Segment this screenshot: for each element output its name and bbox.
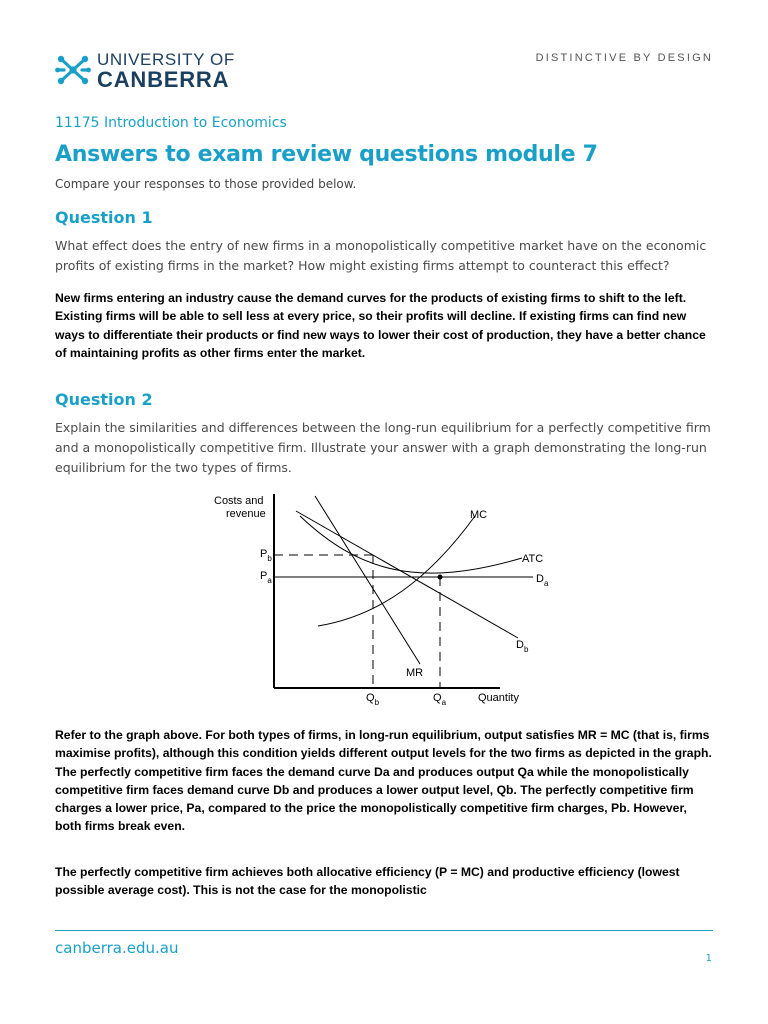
page-title: Answers to exam review questions module 7 — [55, 142, 598, 167]
footer-divider — [55, 930, 713, 931]
question-2-answer: Refer to the graph above. For both types of firms, in long-run equilibrium, output satisfies MR = MC (that is, firms maximise profits), although this condition yields different output levels for the two firms as depicted in the graph. The perfectly competitive firm faces the demand curve Da and produces output Qa while the monopolistically competitive firm faces demand curve Db and produces a lower output level, Qb. The perfectly competitive firm charges a lower price, Pa, compared to the price the monopolistically competitive firm charges, Pb. However, both firms break even. — [55, 728, 712, 834]
question-1-text: What effect does the entry of new firms in a monopolistically competitive market have on the economic profits of existing firms in the market? How might existing firms attempt to counteract this effect? — [55, 238, 707, 273]
db-label: $D_b$ — [516, 639, 529, 654]
question-1-heading: Question 1 — [55, 208, 153, 227]
pb-label: $P_b$ — [260, 548, 272, 563]
mr-label: MR — [406, 667, 424, 679]
footer-url[interactable]: canberra.edu.au — [55, 939, 179, 957]
canberra-logo-icon — [55, 53, 91, 87]
qb-label: $Q_b$ — [366, 692, 380, 707]
logo-text-line1: UNIVERSITY OF — [97, 50, 235, 69]
mr-curve — [315, 496, 420, 664]
course-name: 11175 Introduction to Economics — [55, 115, 287, 131]
qa-label: $Q_a$ — [433, 692, 447, 707]
y-axis-label-line2: revenue — [226, 508, 266, 520]
page-number: 1 — [705, 953, 712, 964]
university-logo — [55, 48, 255, 92]
equilibrium-point — [438, 575, 443, 580]
x-axis-label: Quantity — [478, 692, 519, 704]
intro-text: Compare your responses to those provided below. — [55, 177, 357, 191]
y-axis-label-line1: Costs and — [214, 495, 264, 507]
question-2-text: Explain the similarities and differences between the long-run equilibrium for a perfectly competitive firm and a monopolistically competitive firm. Illustrate your answer with a graph demonstrating the long-run equilibrium for the two types of firms. — [55, 420, 711, 475]
da-label: $D_a$ — [536, 573, 549, 588]
logo-text-line2: CANBERRA — [97, 67, 230, 92]
db-curve — [296, 511, 518, 638]
atc-label: ATC — [522, 553, 544, 565]
mc-curve — [318, 516, 475, 626]
tagline: DISTINCTIVE BY DESIGN — [535, 52, 713, 64]
question-2-heading: Question 2 — [55, 390, 153, 409]
question-1-answer: New firms entering an industry cause the demand curves for the products of existing firms to shift to the left. Existing firms will be able to sell less at every price, so their profits will decline. If existing firms can find new ways to differentiate their products or find new ways to lower their cost of production, they have a better chance of maintaining profits as other firms enter the market. — [55, 291, 706, 360]
equilibrium-graph — [200, 488, 549, 710]
mc-label: MC — [470, 509, 488, 521]
question-2-answer-continued: The perfectly competitive firm achieves both allocative efficiency (P = MC) and productive efficiency (lowest possible average cost). This is not the case for the monopolistic — [55, 865, 680, 898]
pa-label: $P_a$ — [260, 570, 272, 585]
